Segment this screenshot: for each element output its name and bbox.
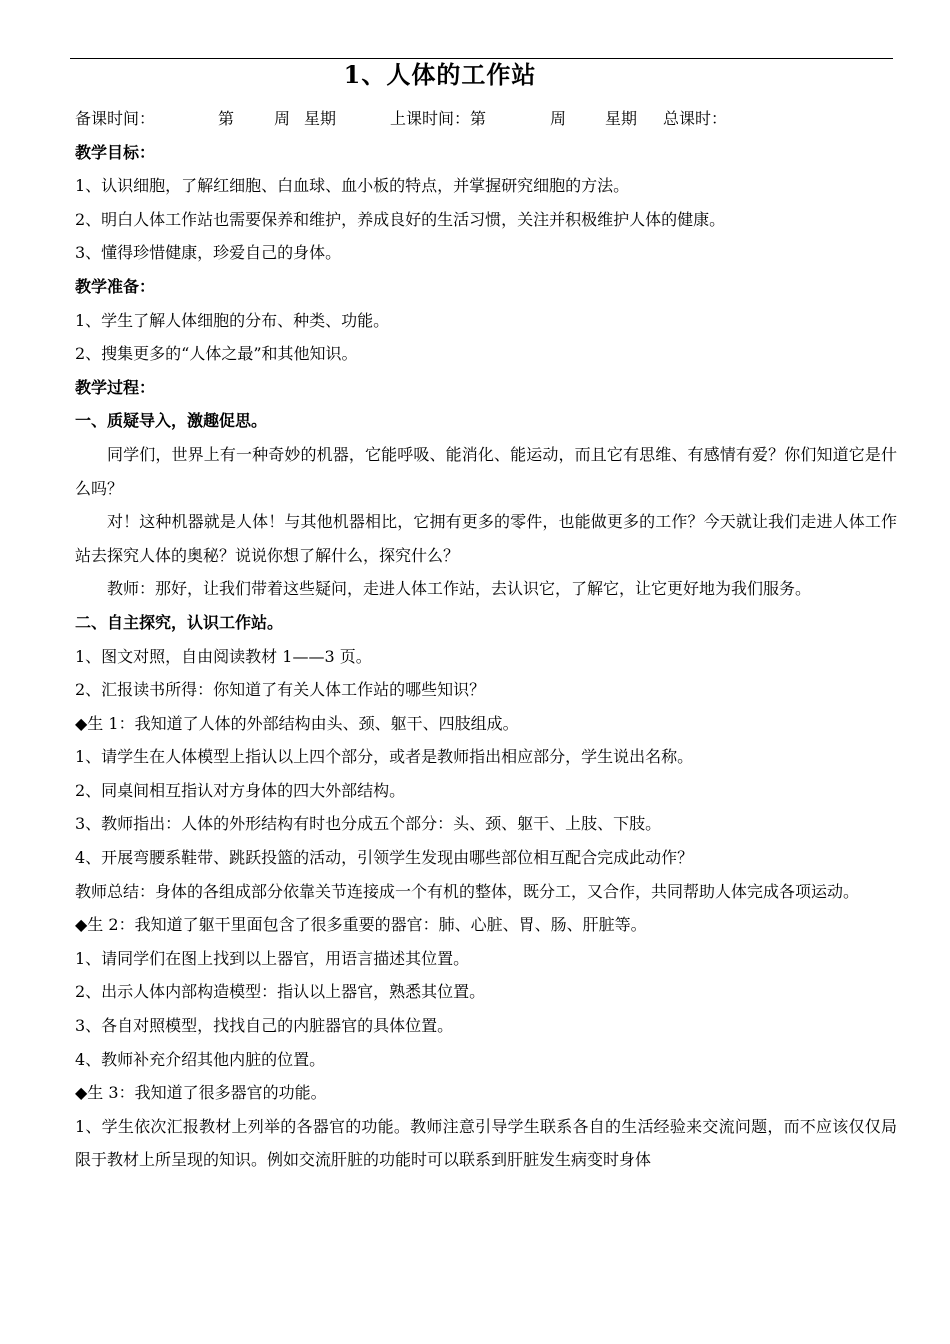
goal-item: 2、明白人体工作站也需要保养和维护，养成良好的生活习惯，关注并积极维护人体的健康。 <box>75 209 726 229</box>
list-item: 2、汇报读书所得：你知道了有关人体工作站的哪些知识？ <box>75 680 486 700</box>
paragraph: 教师：那好，让我们带着这些疑问，走进人体工作站，去认识它，了解它，让它更好地为我们服务。 <box>107 579 812 599</box>
paragraph: 对！这种机器就是人体！与其他机器相比，它拥有更多的零件，也能做更多的工作？今天就让我们走进人体工作站去探究人体的奥秘？说说你想了解什么，探究什么？ <box>75 512 897 565</box>
total-hours-label: 总课时： <box>663 109 728 128</box>
class-zhou-label: 周 <box>550 109 567 128</box>
prep-item: 1、学生了解人体细胞的分布、种类、功能。 <box>75 310 390 330</box>
teacher-summary: 教师总结：身体的各组成部分依靠关节连接成一个有机的整体，既分工，又合作，共同帮助人体完成各项运动。 <box>75 881 860 901</box>
goal-item: 1、认识细胞，了解红细胞、白血球、血小板的特点，并掌握研究细胞的方法。 <box>75 176 630 196</box>
document-body <box>75 102 897 1177</box>
class-time-label: 上课时间：第 <box>390 109 487 128</box>
list-item: 2、出示人体内部构造模型：指认以上器官，熟悉其位置。 <box>75 982 486 1002</box>
list-item: 3、各自对照模型，找找自己的内脏器官的具体位置。 <box>75 1016 454 1036</box>
page-title: 1、人体的工作站 <box>343 60 537 89</box>
goal-item: 3、懂得珍惜健康，珍爱自己的身体。 <box>75 243 342 263</box>
prep-zhou-label: 周 <box>274 109 291 128</box>
process-heading: 教学过程： <box>75 377 156 397</box>
list-item: 4、教师补充介绍其他内脏的位置。 <box>75 1049 326 1069</box>
list-item: ◆生 2：我知道了躯干里面包含了很多重要的器官：肺、心脏、胃、肠、肝脏等。 <box>75 915 647 935</box>
class-day-label: 星期 <box>605 109 638 128</box>
prep-heading: 教学准备： <box>75 276 156 296</box>
list-item: 2、同桌间相互指认对方身体的四大外部结构。 <box>75 780 406 800</box>
prep-week-label: 第 <box>218 109 235 128</box>
list-item: 1、请学生在人体模型上指认以上四个部分，或者是教师指出相应部分，学生说出名称。 <box>75 747 694 767</box>
section-heading: 一、质疑导入，激趣促思。 <box>75 411 268 431</box>
prep-day-label: 星期 <box>304 109 337 128</box>
schedule-row <box>75 102 897 136</box>
list-item: 3、教师指出：人体的外形结构有时也分成五个部分：头、颈、躯干、上肢、下肢。 <box>75 814 662 834</box>
list-item: 1、学生依次汇报教材上列举的各器官的功能。教师注意引导学生联系各自的生活经验来交流问题，而不应该仅仅局限于教材上所呈现的知识。例如交流肝脏的功能时可以联系到肝脏发生病变时身体 <box>75 1116 897 1170</box>
goals-heading: 教学目标： <box>75 142 156 162</box>
list-item: ◆生 1：我知道了人体的外部结构由头、颈、躯干、四肢组成。 <box>75 713 519 733</box>
header-rule <box>70 58 893 59</box>
list-item: 1、请同学们在图上找到以上器官，用语言描述其位置。 <box>75 948 470 968</box>
list-item: 4、开展弯腰系鞋带、跳跃投篮的活动，引领学生发现由哪些部位相互配合完成此动作？ <box>75 848 694 868</box>
list-item: ◆生 3：我知道了很多器官的功能。 <box>75 1083 327 1103</box>
list-item: 1、图文对照，自由阅读教材 1——3 页。 <box>75 646 372 666</box>
prep-item: 2、搜集更多的“人体之最”和其他知识。 <box>75 344 358 364</box>
section-heading: 二、自主探究，认识工作站。 <box>75 612 284 632</box>
paragraph: 同学们，世界上有一种奇妙的机器，它能呼吸、能消化、能运动，而且它有思维、有感情有爱？你们知道它是什么吗？ <box>75 444 897 498</box>
prep-time-label: 备课时间： <box>75 109 156 128</box>
